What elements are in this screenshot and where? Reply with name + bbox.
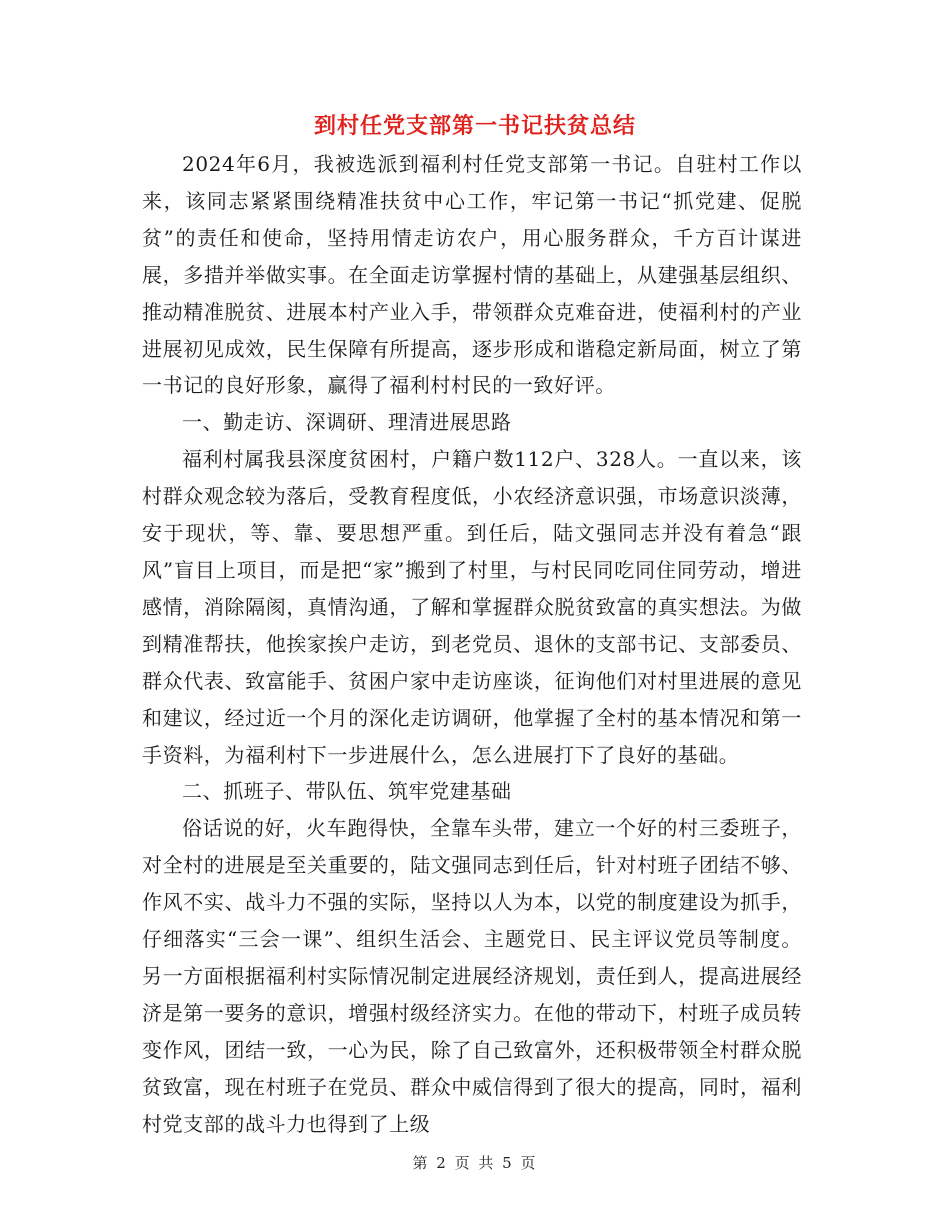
section-heading-1: 一、勤走访、深调研、理清进展思路 <box>182 410 512 435</box>
paragraph-intro: 2024年6月，我被选派到福利村任党支部第一书记。自驻村工作以来，该同志紧紧围绕精准扶贫中心工作，牢记第一书记“抓党建、促脱贫”的责任和使命，坚持用情走访农户，用心服务群众，千方百计谋进展，多措并举做实事。在全面走访掌握村情的基础上，从建强基层组织、推动精准脱贫、进展本村产业入手，带领群众克难奋进，使福利村的产业进展初见成效，民生保障有所提高，逐步形成和谐稳定新局面，树立了第一书记的良好形象，赢得了福利村村民的一致好评。 <box>142 152 802 398</box>
document-body <box>142 146 802 1142</box>
section-heading-2: 二、抓班子、带队伍、筑牢党建基础 <box>182 779 512 804</box>
paragraph-section-2: 俗话说的好，火车跑得快，全靠车头带，建立一个好的村三委班子，对全村的进展是至关重要的，陆文强同志到任后，针对村班子团结不够、作风不实、战斗力不强的实际，坚持以人为本，以党的制度建设为抓手，仔细落实“三会一课”、组织生活会、主题党日、民主评议党员等制度。另一方面根据福利村实际情况制定进展经济规划，责任到人，提高进展经济是第一要务的意识，增强村级经济实力。在他的带动下，村班子成员转变作风，团结一致，一心为民，除了自己致富外，还积极带领全村群众脱贫致富，现在村班子在党员、群众中威信得到了很大的提高，同时，福利村党支部的战斗力也得到了上级 <box>142 816 802 1136</box>
paragraph-section-1: 福利村属我县深度贫困村，户籍户数112户、328人。一直以来，该村群众观念较为落后，受教育程度低，小农经济意识强，市场意识淡薄，安于现状，等、靠、要思想严重。到任后，陆文强同志并没有着急“跟风”盲目上项目，而是把“家”搬到了村里，与村民同吃同住同劳动，增进感情，消除隔阂，真情沟通，了解和掌握群众脱贫致富的真实想法。为做到精准帮扶，他挨家挨户走访，到老党员、退休的支部书记、支部委员、群众代表、致富能手、贫困户家中走访座谈，征询他们对村里进展的意见和建议，经过近一个月的深化走访调研，他掌握了全村的基本情况和第一手资料，为福利村下一步进展什么，怎么进展打下了良好的基础。 <box>142 447 802 767</box>
document-title: 到村任党支部第一书记扶贫总结 <box>313 113 636 139</box>
page-number-footer: 第 2 页 共 5 页 <box>412 1154 538 1172</box>
